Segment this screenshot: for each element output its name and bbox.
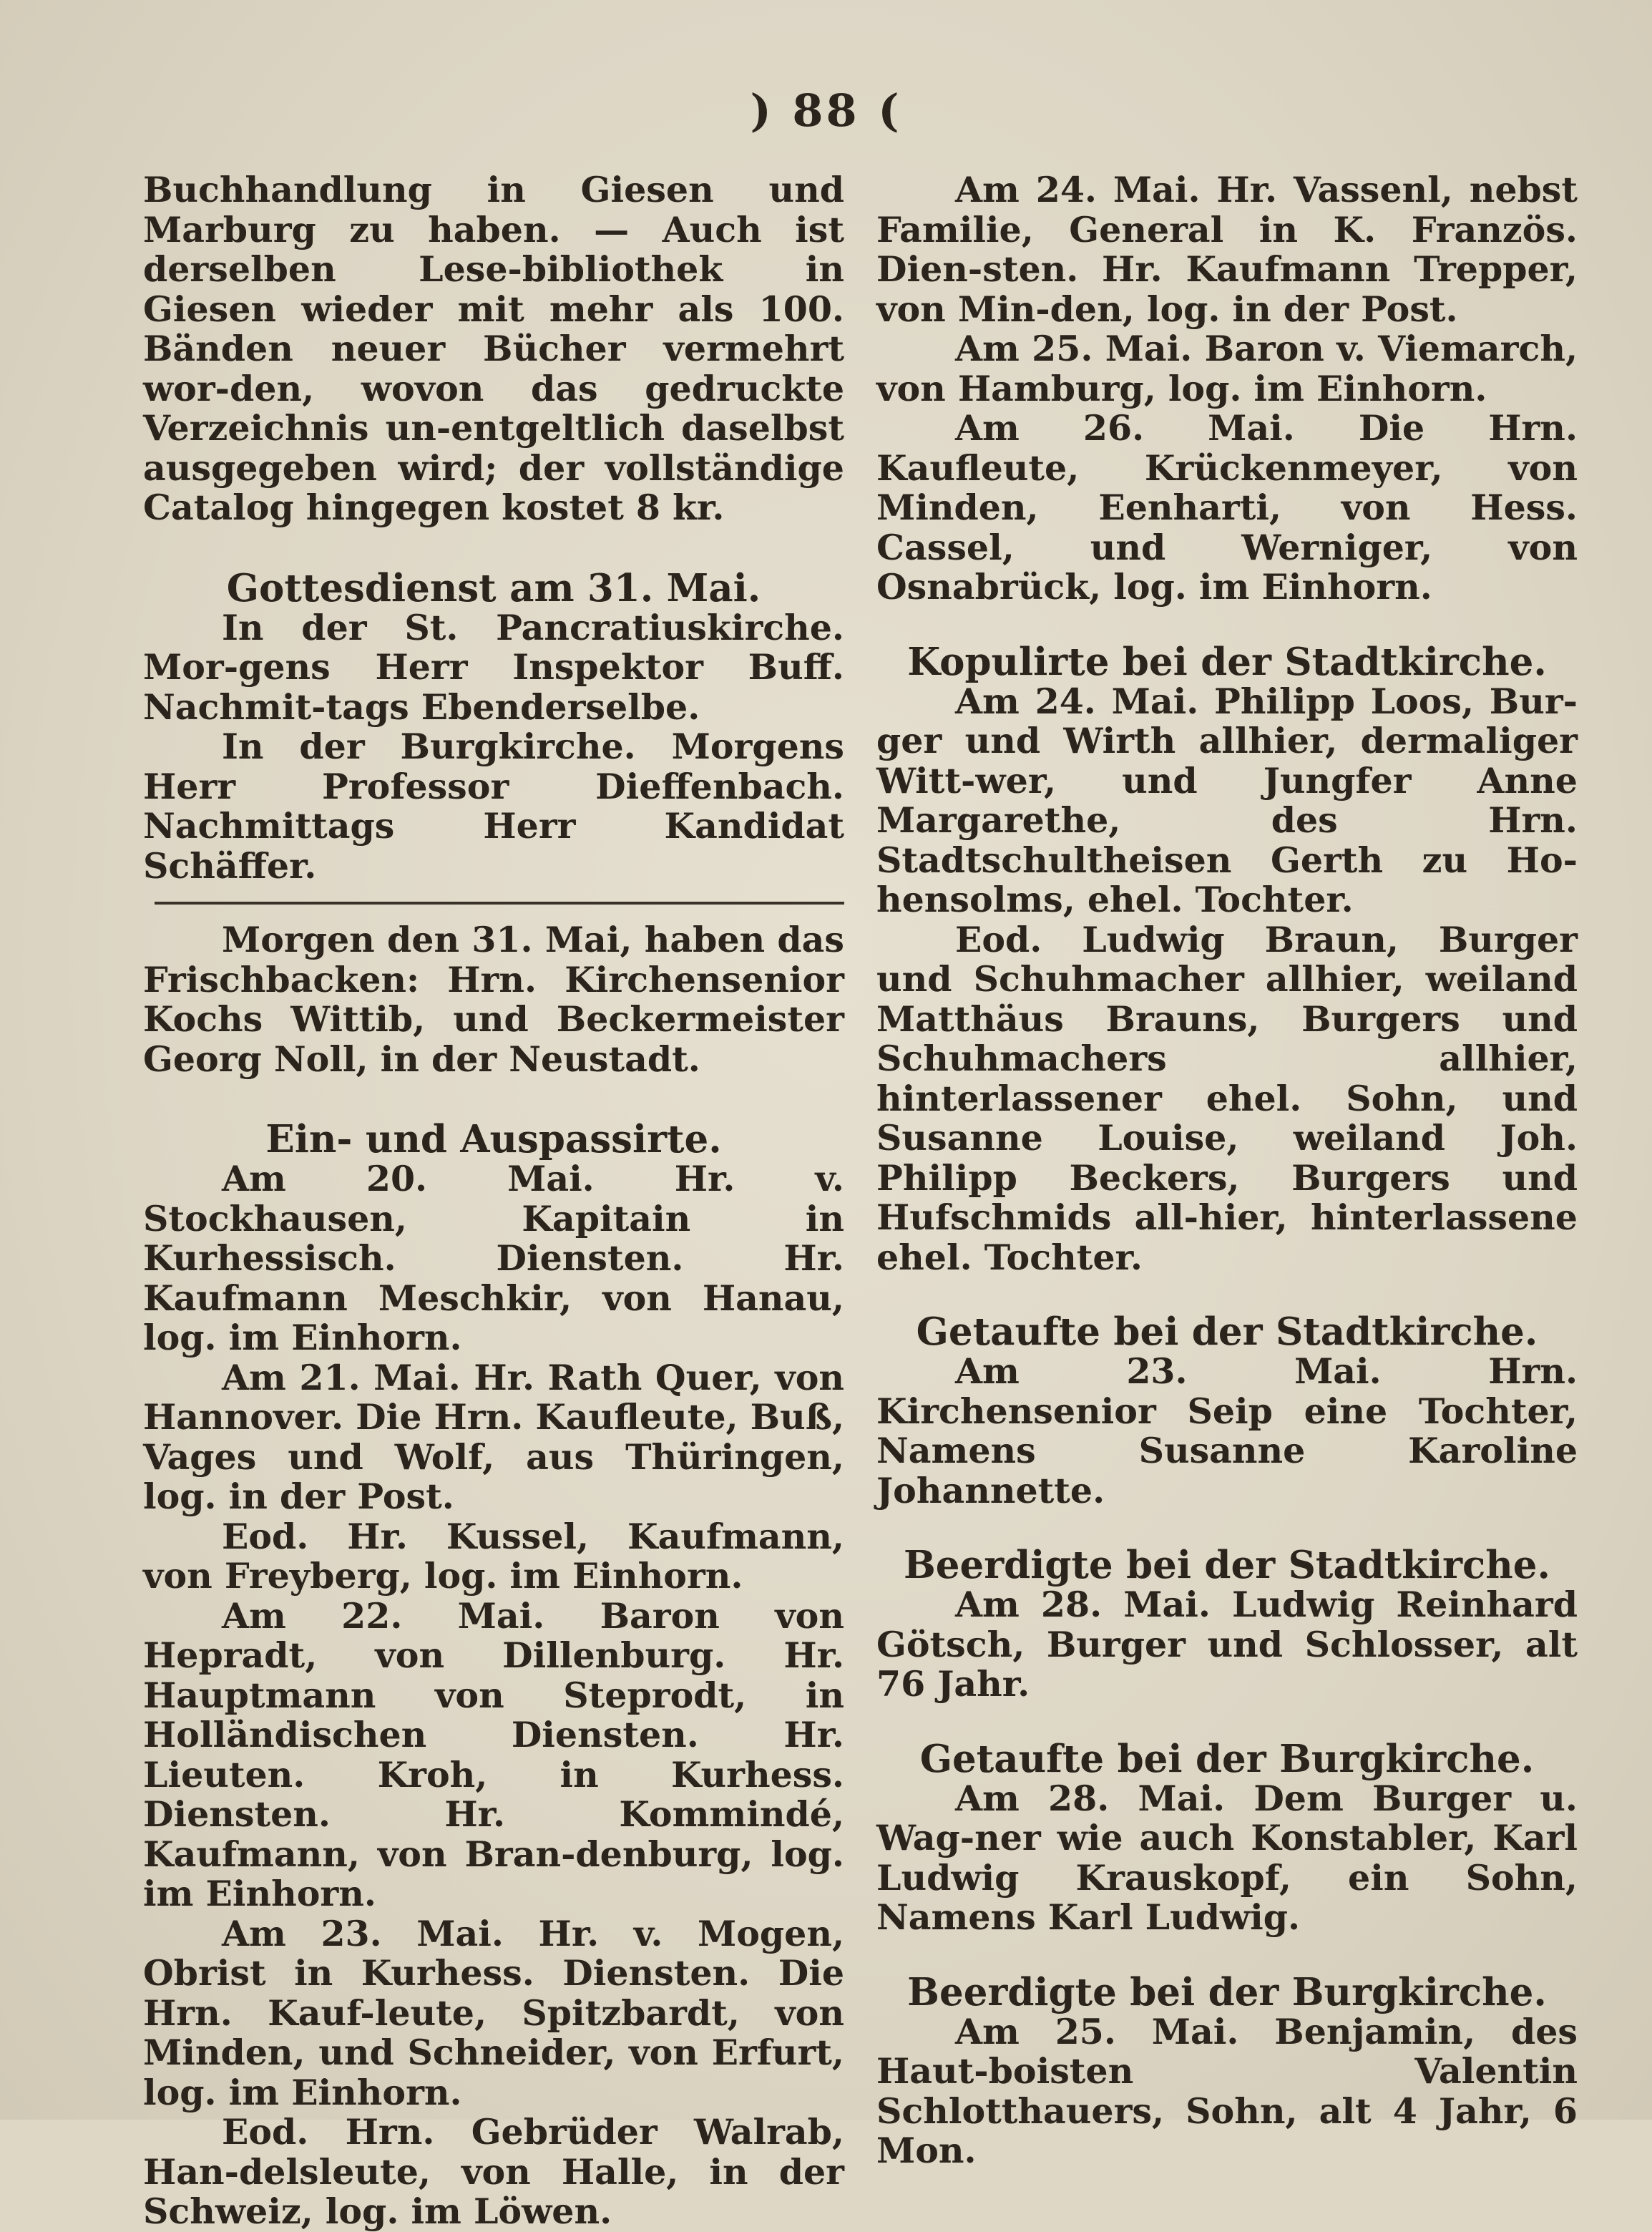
section-title-getaufte-stadt: Getaufte bei der Stadtkirche. xyxy=(916,1310,1538,1354)
passirte-entry: Am 23. Mai. Hr. v. Mogen, Obrist in Kurhess. Diensten. Die Hrn. Kauf-leute, Spitzbardt, von Minden, und Schneider, von Erfurt, log. im Einhorn. xyxy=(143,1912,844,2113)
kopulirte-entry: Eod. Ludwig Braun, Burger und Schuhmacher allhier, weiland Matthäus Brauns, Burgers und Schuhmachers allhier, hinterlassener ehel. Sohn, und Susanne Louise, weiland Joh. Philipp Beckers, Burgers und Hufschmids all-hier, hinterlassene ehel. Tochter. xyxy=(876,918,1578,1278)
passirte-entry: Am 25. Mai. Baron v. Viemarch, von Hamburg, log. im Einhorn. xyxy=(876,328,1578,409)
section-title-getaufte-burg: Getaufte bei der Burgkirche. xyxy=(919,1736,1535,1781)
divider-rule xyxy=(155,902,844,905)
gottesdienst-burgkirche: In der Burgkirche. Morgens Herr Professor Dieffenbach. Nachmittags Herr Kandidat Schäffer. xyxy=(143,726,844,887)
passirte-entry: Eod. Hr. Kussel, Kaufmann, von Freyberg, log. im Einhorn. xyxy=(143,1515,844,1597)
beerdigte-burg-entry: Am 25. Mai. Benjamin, des Haut-boisten Valentin Schlotthauers, Sohn, alt 4 Jahr, 6 Mon. xyxy=(876,2010,1578,2171)
section-title-gottesdienst: Gottesdienst am 31. Mai. xyxy=(226,565,761,610)
page-number-header: ) 88 ( xyxy=(750,84,902,137)
passirte-entry: Am 26. Mai. Die Hrn. Kaufleute, Krückenmeyer, von Minden, Eenharti, von Hess. Cassel, und Werniger, von Osnabrück, log. im Einhorn. xyxy=(876,407,1578,608)
kopulirte-entry: Am 24. Mai. Philipp Loos, Bur-ger und Wirth allhier, dermaliger Witt-wer, und Jungfer Anne Margarethe, des Hrn. Stadtschultheisen Gerth zu Ho-hensolms, ehel. Tochter. xyxy=(876,680,1578,920)
passirte-entry: Am 20. Mai. Hr. v. Stockhausen, Kapitain in Kurhessisch. Diensten. Hr. Kaufmann Meschkir, von Hanau, log. im Einhorn. xyxy=(143,1158,844,1358)
frischbacken-paragraph: Morgen den 31. Mai, haben das Frischbacken: Hrn. Kirchensenior Kochs Wittib, und Beckermeister Georg Noll, in der Neustadt. xyxy=(143,919,844,1080)
getaufte-stadt-entry: Am 23. Mai. Hrn. Kirchensenior Seip eine Tochter, Namens Susanne Karoline Johannette. xyxy=(876,1350,1578,1511)
section-title-beerdigte-burg: Beerdigte bei der Burgkirche. xyxy=(907,1969,1547,2014)
section-title-passirte: Ein- und Auspassirte. xyxy=(265,1117,722,1161)
passirte-entry: Eod. Hrn. Gebrüder Walrab, Han-delsleute, von Halle, in der Schweiz, log. im Löwen. xyxy=(143,2111,844,2232)
passirte-entry: Am 22. Mai. Baron von Hepradt, von Dillenburg. Hr. Hauptmann von Steprodt, in Holländischen Diensten. Hr. Lieuten. Kroh, in Kurhess. Diensten. Hr. Kommindé, Kaufmann, von Bran-denburg, log. im Einhorn. xyxy=(143,1594,844,1914)
passirte-entry: Am 21. Mai. Hr. Rath Quer, von Hannover. Die Hrn. Kaufleute, Buß, Vages und Wolf, aus Thüringen, log. in der Post. xyxy=(143,1356,844,1517)
beerdigte-stadt-entry: Am 28. Mai. Ludwig Reinhard Götsch, Burger und Schlosser, alt 76 Jahr. xyxy=(876,1584,1578,1705)
intro-paragraph: Buchhandlung in Giesen und Marburg zu haben. — Auch ist derselben Lese-bibliothek in Giesen wieder mit mehr als 100. Bänden neuer Bücher vermehrt wor-den, wovon das gedruckte Verzeichnis un-entgeltlich daselbst ausgegeben wird; der vollständige Catalog hingegen kostet 8 kr. xyxy=(143,169,844,528)
section-title-beerdigte-stadt: Beerdigte bei der Stadtkirche. xyxy=(904,1543,1550,1587)
right-column xyxy=(876,170,1578,2171)
gottesdienst-pancratius: In der St. Pancratiuskirche. Mor-gens Herr Inspektor Buff. Nachmit-tags Ebenderselbe. xyxy=(143,606,844,728)
passirte-entry: Am 24. Mai. Hr. Vassenl, nebst Familie, General in K. Französ. Dien-sten. Hr. Kaufmann Trepper, von Min-den, log. in der Post. xyxy=(876,169,1578,330)
getaufte-burg-entry: Am 28. Mai. Dem Burger u. Wag-ner wie auch Konstabler, Karl Ludwig Krauskopf, ein Sohn, Namens Karl Ludwig. xyxy=(876,1777,1578,1938)
section-title-kopulirte: Kopulirte bei der Stadtkirche. xyxy=(907,639,1547,684)
left-column xyxy=(143,170,844,2232)
